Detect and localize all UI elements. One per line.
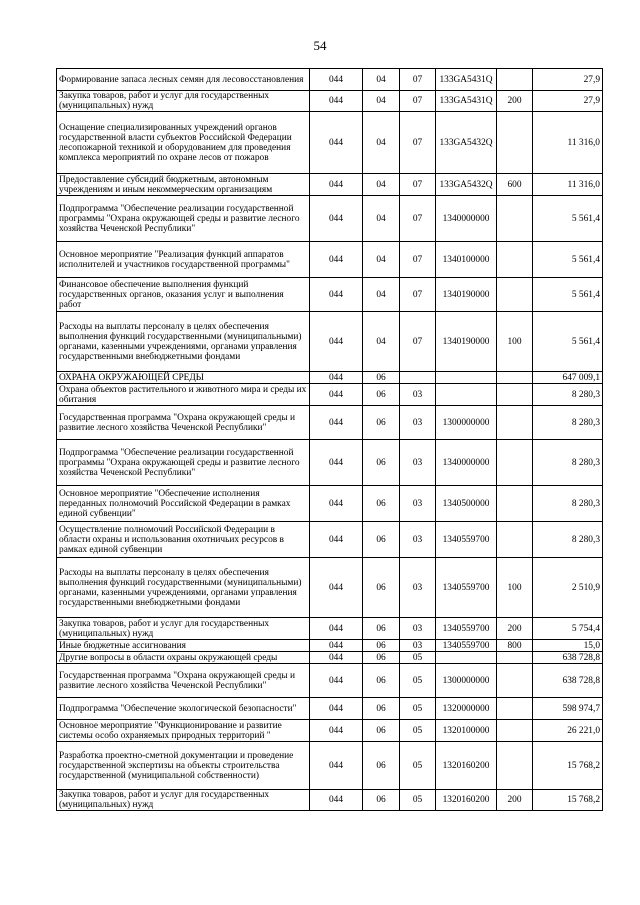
row-ved: 044 <box>310 69 363 91</box>
row-vr <box>497 372 533 384</box>
row-csr <box>436 652 497 664</box>
row-name: Подпрограмма "Обеспечение экологической безопасности" <box>57 698 310 720</box>
row-csr: 1340190000 <box>436 312 497 372</box>
table-row <box>57 742 603 790</box>
row-name: Закупка товаров, работ и услуг для государственных (муниципальных) нужд <box>57 790 310 811</box>
row-sum: 15 768,2 <box>533 790 603 811</box>
row-name: Расходы на выплаты персоналу в целях обеспечения выполнения функций государственными (муниципальными) органами, казенными учреждениями, органами управления государственными внебюджетными фондами <box>57 558 310 618</box>
row-csr: 1340559700 <box>436 558 497 618</box>
row-ved: 044 <box>310 91 363 112</box>
row-vr <box>497 384 533 406</box>
row-csr: 1340559700 <box>436 522 497 558</box>
row-pr: 07 <box>400 312 436 372</box>
table-row <box>57 618 603 640</box>
row-sum: 638 728,8 <box>533 652 603 664</box>
row-rz: 04 <box>363 242 400 278</box>
row-sum: 598 974,7 <box>533 698 603 720</box>
row-ved: 044 <box>310 742 363 790</box>
row-rz: 06 <box>363 698 400 720</box>
row-rz: 06 <box>363 372 400 384</box>
row-ved: 044 <box>310 664 363 698</box>
row-rz: 04 <box>363 69 400 91</box>
row-pr: 07 <box>400 91 436 112</box>
row-csr: 1340559700 <box>436 618 497 640</box>
row-name: Закупка товаров, работ и услуг для государственных (муниципальных) нужд <box>57 91 310 112</box>
row-pr: 03 <box>400 522 436 558</box>
row-rz: 06 <box>363 406 400 440</box>
row-pr: 07 <box>400 196 436 242</box>
table-row <box>57 698 603 720</box>
row-rz: 06 <box>363 720 400 742</box>
budget-table <box>56 68 603 811</box>
row-pr: 07 <box>400 278 436 312</box>
row-pr: 05 <box>400 652 436 664</box>
row-ved: 044 <box>310 278 363 312</box>
row-ved: 044 <box>310 640 363 652</box>
row-sum: 8 280,3 <box>533 486 603 522</box>
table-row <box>57 440 603 486</box>
row-ved: 044 <box>310 652 363 664</box>
row-csr: 1320160200 <box>436 742 497 790</box>
table-row <box>57 640 603 652</box>
row-sum: 8 280,3 <box>533 440 603 486</box>
row-ved: 044 <box>310 790 363 811</box>
row-name: Финансовое обеспечение выполнения функций государственных органов, оказания услуг и выполнения работ <box>57 278 310 312</box>
row-vr <box>497 486 533 522</box>
row-rz: 06 <box>363 618 400 640</box>
table-row <box>57 652 603 664</box>
page-number: 54 <box>313 38 327 53</box>
row-pr: 05 <box>400 698 436 720</box>
row-csr <box>436 372 497 384</box>
table-row <box>57 312 603 372</box>
row-ved: 044 <box>310 242 363 278</box>
row-vr <box>497 742 533 790</box>
row-name: Разработка проектно-сметной документации и проведение государственной экспертизы на объекты строительства государственной (муниципальной собственности) <box>57 742 310 790</box>
table-row <box>57 384 603 406</box>
row-csr: 133GA5431Q <box>436 69 497 91</box>
row-vr <box>497 720 533 742</box>
row-sum: 8 280,3 <box>533 406 603 440</box>
row-vr <box>497 112 533 174</box>
row-name: Государственная программа "Охрана окружающей среды и развитие лесного хозяйства Чеченской Республики" <box>57 406 310 440</box>
row-ved: 044 <box>310 698 363 720</box>
row-name: Основное мероприятие "Функционирование и развитие системы особо охраняемых природных территорий " <box>57 720 310 742</box>
row-pr: 07 <box>400 69 436 91</box>
row-vr <box>497 440 533 486</box>
row-vr: 200 <box>497 618 533 640</box>
table-row <box>57 790 603 811</box>
row-name: Основное мероприятие "Реализация функций аппаратов исполнителей и участников государственной программы" <box>57 242 310 278</box>
row-csr: 1340100000 <box>436 242 497 278</box>
row-rz: 04 <box>363 312 400 372</box>
row-name: Другие вопросы в области охраны окружающей среды <box>57 652 310 664</box>
row-sum: 8 280,3 <box>533 384 603 406</box>
row-sum: 5 561,4 <box>533 278 603 312</box>
row-vr <box>497 196 533 242</box>
row-vr <box>497 664 533 698</box>
row-sum: 15,0 <box>533 640 603 652</box>
row-sum: 8 280,3 <box>533 522 603 558</box>
row-csr: 1300000000 <box>436 406 497 440</box>
row-ved: 044 <box>310 312 363 372</box>
row-name: Оснащение специализированных учреждений органов государственной власти субъектов Российской Федерации лесопожарной техникой и оборудованием для проведения комплекса мероприятий по охране лесов от пожаров <box>57 112 310 174</box>
row-pr: 03 <box>400 406 436 440</box>
row-ved: 044 <box>310 522 363 558</box>
row-ved: 044 <box>310 486 363 522</box>
table-row <box>57 558 603 618</box>
row-rz: 06 <box>363 522 400 558</box>
row-ved: 044 <box>310 558 363 618</box>
row-sum: 638 728,8 <box>533 664 603 698</box>
row-pr: 03 <box>400 384 436 406</box>
row-name: ОХРАНА ОКРУЖАЮЩЕЙ СРЕДЫ <box>57 372 310 384</box>
row-csr: 133GA5432Q <box>436 174 497 196</box>
row-csr: 1340190000 <box>436 278 497 312</box>
row-csr: 1340500000 <box>436 486 497 522</box>
table-row <box>57 91 603 112</box>
row-csr: 1300000000 <box>436 664 497 698</box>
row-vr: 100 <box>497 312 533 372</box>
row-rz: 06 <box>363 640 400 652</box>
table-row <box>57 242 603 278</box>
row-rz: 04 <box>363 112 400 174</box>
row-ved: 044 <box>310 618 363 640</box>
row-name: Осуществление полномочий Российской Федерации в области охраны и использования охотничьих ресурсов в рамках единой субвенции <box>57 522 310 558</box>
row-sum: 2 510,9 <box>533 558 603 618</box>
table-row <box>57 486 603 522</box>
row-ved: 044 <box>310 440 363 486</box>
row-sum: 5 561,4 <box>533 196 603 242</box>
row-sum: 5 561,4 <box>533 312 603 372</box>
row-sum: 27,9 <box>533 69 603 91</box>
row-pr: 07 <box>400 174 436 196</box>
row-vr <box>497 406 533 440</box>
row-rz: 06 <box>363 742 400 790</box>
table-row <box>57 278 603 312</box>
row-rz: 06 <box>363 486 400 522</box>
row-ved: 044 <box>310 372 363 384</box>
row-sum: 15 768,2 <box>533 742 603 790</box>
row-ved: 044 <box>310 112 363 174</box>
row-rz: 06 <box>363 384 400 406</box>
row-pr: 03 <box>400 558 436 618</box>
row-name: Иные бюджетные ассигнования <box>57 640 310 652</box>
row-sum: 647 009,1 <box>533 372 603 384</box>
row-vr <box>497 698 533 720</box>
table-row <box>57 112 603 174</box>
row-csr: 1320000000 <box>436 698 497 720</box>
row-csr: 1320160200 <box>436 790 497 811</box>
row-ved: 044 <box>310 720 363 742</box>
row-vr <box>497 278 533 312</box>
row-csr: 1320100000 <box>436 720 497 742</box>
row-pr: 05 <box>400 720 436 742</box>
table-row <box>57 522 603 558</box>
row-pr: 03 <box>400 618 436 640</box>
row-sum: 11 316,0 <box>533 174 603 196</box>
row-name: Подпрограмма "Обеспечение реализации государственной программы "Охрана окружающей среды и развитие лесного хозяйства Чеченской Республики" <box>57 196 310 242</box>
row-pr <box>400 372 436 384</box>
row-pr: 07 <box>400 112 436 174</box>
row-ved: 044 <box>310 406 363 440</box>
table-row <box>57 372 603 384</box>
row-csr: 1340000000 <box>436 440 497 486</box>
table-row <box>57 69 603 91</box>
row-pr: 03 <box>400 486 436 522</box>
row-rz: 04 <box>363 174 400 196</box>
row-sum: 5 754,4 <box>533 618 603 640</box>
row-rz: 04 <box>363 196 400 242</box>
row-rz: 06 <box>363 664 400 698</box>
row-rz: 06 <box>363 558 400 618</box>
row-name: Основное мероприятие "Обеспечение исполнения переданных полномочий Российской Федерации в рамках единой субвенции" <box>57 486 310 522</box>
row-pr: 05 <box>400 664 436 698</box>
row-vr: 600 <box>497 174 533 196</box>
row-name: Формирование запаса лесных семян для лесовосстановления <box>57 69 310 91</box>
table-row <box>57 174 603 196</box>
row-pr: 03 <box>400 640 436 652</box>
row-csr: 1340000000 <box>436 196 497 242</box>
table-row <box>57 664 603 698</box>
row-sum: 26 221,0 <box>533 720 603 742</box>
row-pr: 05 <box>400 790 436 811</box>
table-row <box>57 406 603 440</box>
row-sum: 5 561,4 <box>533 242 603 278</box>
row-vr: 800 <box>497 640 533 652</box>
row-rz: 06 <box>363 440 400 486</box>
row-pr: 05 <box>400 742 436 790</box>
row-rz: 06 <box>363 652 400 664</box>
row-name: Охрана объектов растительного и животного мира и среды их обитания <box>57 384 310 406</box>
table-row <box>57 196 603 242</box>
row-csr: 1340559700 <box>436 640 497 652</box>
row-ved: 044 <box>310 384 363 406</box>
row-name: Государственная программа "Охрана окружающей среды и развитие лесного хозяйства Чеченской Республики" <box>57 664 310 698</box>
row-ved: 044 <box>310 196 363 242</box>
row-vr: 100 <box>497 558 533 618</box>
table-row <box>57 720 603 742</box>
row-vr <box>497 652 533 664</box>
row-csr <box>436 384 497 406</box>
row-sum: 11 316,0 <box>533 112 603 174</box>
row-vr: 200 <box>497 91 533 112</box>
row-pr: 03 <box>400 440 436 486</box>
row-name: Подпрограмма "Обеспечение реализации государственной программы "Охрана окружающей среды и развитие лесного хозяйства Чеченской Республики" <box>57 440 310 486</box>
row-csr: 133GA5432Q <box>436 112 497 174</box>
row-vr: 200 <box>497 790 533 811</box>
row-sum: 27,9 <box>533 91 603 112</box>
row-name: Предоставление субсидий бюджетным, автономным учреждениям и иным некоммерческим организациям <box>57 174 310 196</box>
row-name: Закупка товаров, работ и услуг для государственных (муниципальных) нужд <box>57 618 310 640</box>
row-vr <box>497 522 533 558</box>
row-ved: 044 <box>310 174 363 196</box>
row-rz: 04 <box>363 278 400 312</box>
row-rz: 04 <box>363 91 400 112</box>
row-rz: 06 <box>363 790 400 811</box>
row-vr <box>497 69 533 91</box>
row-vr <box>497 242 533 278</box>
row-csr: 133GA5431Q <box>436 91 497 112</box>
row-name: Расходы на выплаты персоналу в целях обеспечения выполнения функций государственными (муниципальными) органами, казенными учреждениями, органами управления государственными внебюджетными фондами <box>57 312 310 372</box>
row-pr: 07 <box>400 242 436 278</box>
